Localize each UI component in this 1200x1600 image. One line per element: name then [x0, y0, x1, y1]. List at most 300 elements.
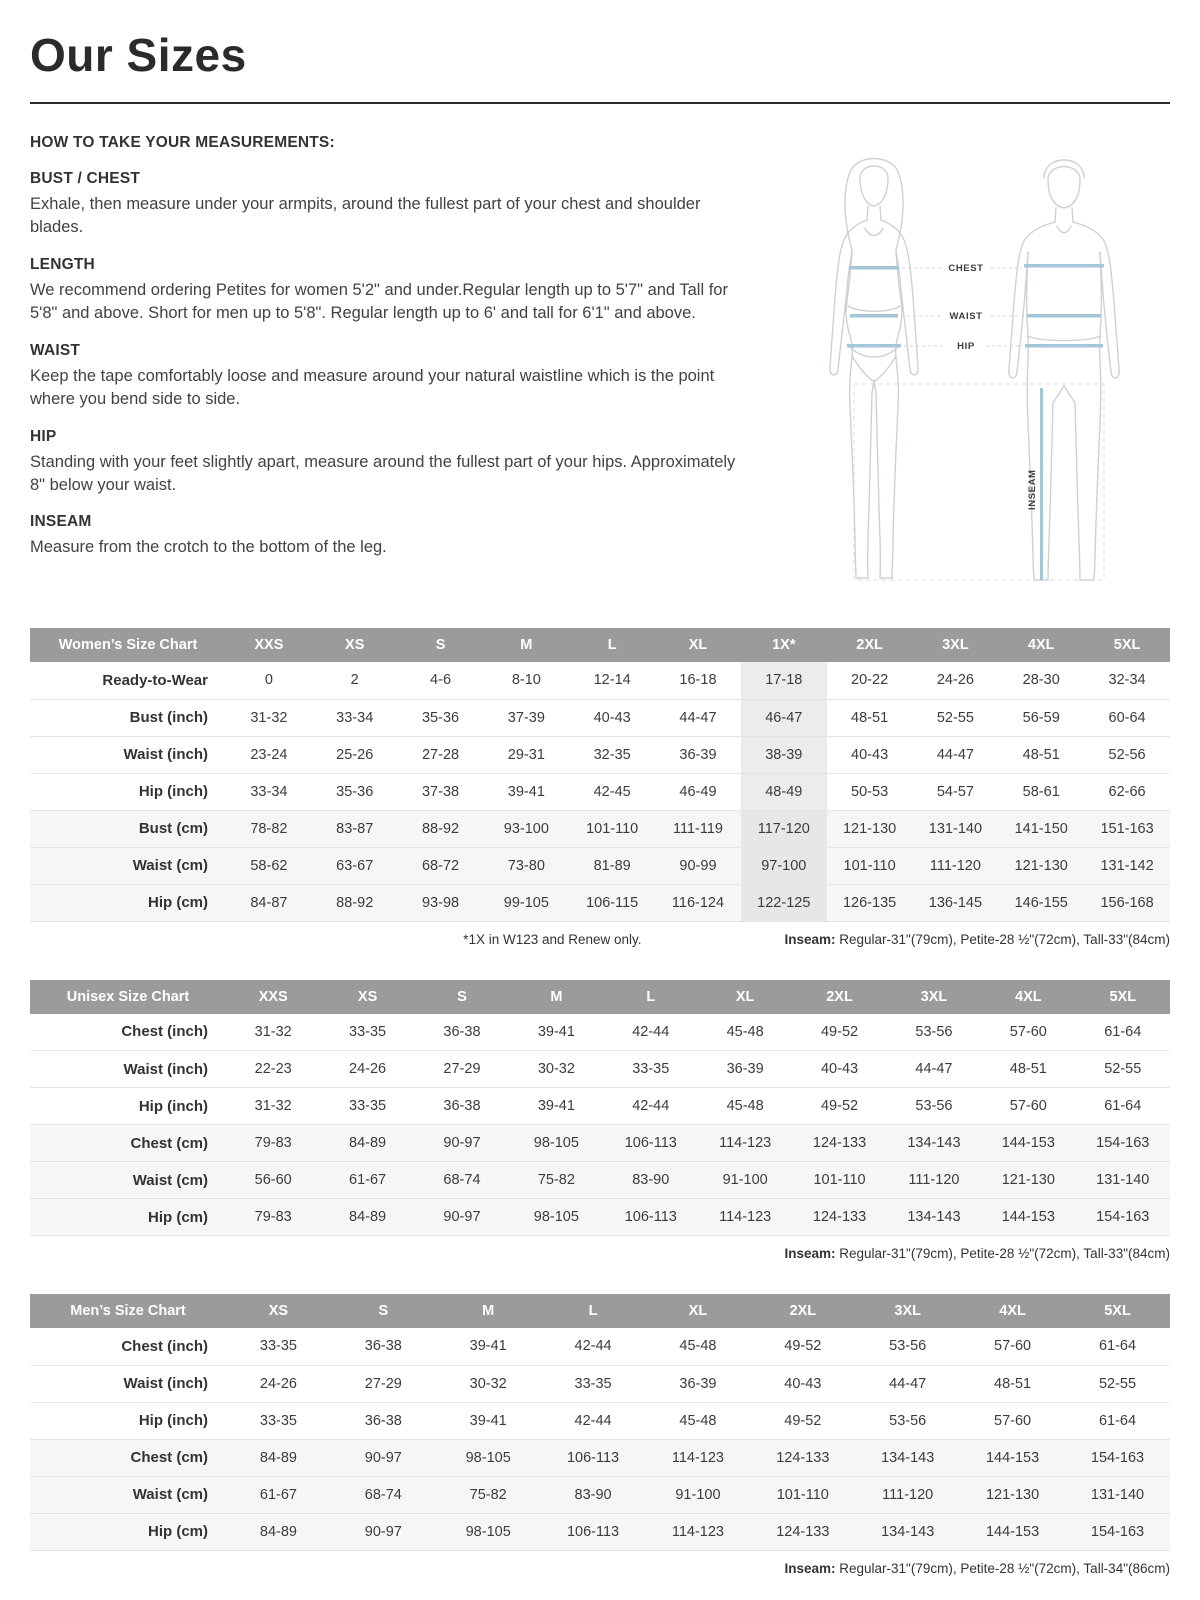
column-header: 2XL	[827, 628, 913, 662]
size-cell: 39-41	[469, 1412, 507, 1429]
size-cell: 131-140	[1096, 1172, 1150, 1188]
size-cell: 36-39	[679, 746, 717, 763]
size-cell: 4-6	[430, 672, 452, 689]
size-cell: 39-41	[537, 1023, 575, 1040]
size-cell: 124-133	[812, 1135, 867, 1151]
size-cell: 35-36	[336, 783, 374, 800]
column-header: M	[436, 1294, 541, 1328]
woman-measure-bands	[847, 266, 901, 348]
size-cell: 35-36	[421, 709, 460, 726]
row-label: Hip (cm)	[148, 1208, 208, 1226]
table-row	[30, 1402, 1170, 1439]
size-cell: 106-115	[586, 894, 639, 911]
size-cell: 121-130	[1001, 1172, 1055, 1188]
size-cell: 50-53	[851, 783, 889, 800]
size-cell: 84-89	[349, 1209, 387, 1225]
table-row	[30, 1476, 1170, 1513]
size-cell: 45-48	[679, 1338, 717, 1355]
size-cell: 31-32	[250, 709, 288, 726]
length-text: We recommend ordering Petites for women 5'2" and under.Regular length up to 5'7" and Tall for 5'8" and above. Short for men up to 5'8". Regular length up to 6' and tall for 6'1" and above.	[30, 280, 728, 323]
size-cell: 156-168	[1100, 894, 1154, 911]
size-cell: 144-153	[1001, 1135, 1055, 1151]
size-cell: 57-60	[994, 1338, 1032, 1355]
size-cell: 68-72	[421, 857, 460, 874]
inseam-footnote: Inseam: Regular-31"(79cm), Petite-28 ½"(72cm), Tall-33"(84cm)	[784, 1246, 1170, 1261]
size-cell: 78-82	[250, 820, 288, 837]
size-cell: 53-56	[915, 1023, 953, 1040]
size-cell: 121-130	[842, 820, 897, 837]
bust-chest-heading: BUST / CHEST	[30, 170, 141, 187]
size-cell: 154-163	[1090, 1523, 1145, 1540]
size-cell: 57-60	[1009, 1023, 1047, 1040]
table-row	[30, 1439, 1170, 1476]
size-cell: 84-89	[349, 1135, 387, 1151]
size-cell: 83-90	[574, 1486, 612, 1503]
size-cell: 154-163	[1096, 1135, 1150, 1151]
size-cell: 68-74	[364, 1486, 402, 1503]
table-row	[30, 1199, 1170, 1236]
size-cell: 90-97	[443, 1135, 481, 1151]
man-measure-bands	[1024, 264, 1104, 348]
row-label: Hip (inch)	[138, 1412, 208, 1429]
column-header: 4XL	[998, 628, 1084, 662]
table-footnotes	[30, 932, 1170, 950]
size-cell: 83-87	[336, 820, 374, 837]
row-label: Chest (inch)	[121, 1337, 208, 1355]
size-cell: 48-49	[741, 773, 827, 810]
row-label: Waist (inch)	[123, 746, 208, 763]
size-cell: 42-44	[574, 1338, 612, 1355]
column-header: M	[509, 980, 603, 1014]
size-cell: 40-43	[851, 746, 889, 763]
size-cell: 38-39	[741, 736, 827, 773]
size-cell: 101-110	[813, 1172, 866, 1188]
table-row	[30, 1365, 1170, 1402]
size-cell: 36-38	[443, 1023, 481, 1040]
table-row	[30, 810, 1170, 847]
row-label: Hip (cm)	[148, 894, 208, 911]
size-cell: 24-26	[259, 1375, 297, 1392]
size-cell: 16-18	[679, 672, 717, 689]
size-cell: 27-29	[443, 1061, 481, 1077]
table-row	[30, 662, 1170, 699]
size-cell: 98-105	[533, 1209, 579, 1225]
size-cell: 114-123	[719, 1135, 772, 1151]
column-header: L	[569, 628, 655, 662]
size-cell: 24-26	[349, 1061, 387, 1077]
size-cell: 48-51	[1009, 1061, 1047, 1077]
size-cell: 111-120	[929, 857, 981, 874]
size-cell: 146-155	[1014, 894, 1068, 911]
table-footnotes	[30, 1561, 1170, 1579]
measurement-diagram	[778, 132, 1170, 598]
size-cell: 75-82	[537, 1172, 575, 1188]
womens-table	[30, 628, 1170, 922]
column-header: XS	[312, 628, 398, 662]
inseam-label: INSEAM	[1027, 469, 1038, 510]
size-cell: 83-90	[632, 1172, 670, 1188]
size-cell: 30-32	[469, 1375, 507, 1392]
table-row	[30, 1162, 1170, 1199]
size-cell: 12-14	[593, 672, 631, 689]
size-cell: 106-113	[566, 1449, 620, 1466]
size-cell: 134-143	[907, 1135, 961, 1151]
size-cell: 49-52	[784, 1338, 822, 1355]
size-cell: 117-120	[741, 810, 827, 847]
size-cell: 30-32	[537, 1061, 575, 1077]
size-cell: 40-43	[820, 1061, 859, 1077]
size-cell: 90-99	[679, 857, 717, 874]
column-header: 4XL	[981, 980, 1075, 1014]
size-cell: 61-64	[1098, 1338, 1137, 1355]
womens-size-chart	[30, 628, 1170, 950]
column-header: 3XL	[887, 980, 981, 1014]
size-cell: 29-31	[507, 746, 545, 763]
size-cell: 97-100	[741, 847, 827, 884]
size-cell: 141-150	[1014, 820, 1068, 837]
header-row	[30, 628, 1170, 662]
column-header: XL	[655, 628, 741, 662]
inseam-footnote: Inseam: Regular-31"(79cm), Petite-28 ½"(72cm), Tall-34"(86cm)	[784, 1560, 1170, 1576]
size-cell: 33-35	[632, 1061, 670, 1077]
measurement-instructions	[30, 132, 754, 598]
size-cell: 48-51	[851, 709, 889, 726]
size-cell: 91-100	[675, 1486, 721, 1503]
size-cell: 33-34	[336, 709, 374, 726]
mens-table	[30, 1294, 1170, 1551]
size-cell: 44-47	[915, 1061, 953, 1077]
size-cell: 61-67	[259, 1486, 297, 1503]
size-cell: 37-39	[507, 709, 545, 726]
size-cell: 49-52	[784, 1412, 822, 1429]
size-cell: 45-48	[726, 1023, 764, 1040]
size-cell: 33-35	[349, 1098, 387, 1114]
size-cell: 106-113	[624, 1209, 677, 1225]
column-header: 2XL	[792, 980, 886, 1014]
waist-heading: WAIST	[30, 341, 81, 359]
size-cell: 114-123	[719, 1209, 772, 1225]
column-header: 5XL	[1065, 1294, 1170, 1328]
size-cell: 58-61	[1022, 783, 1060, 800]
size-cell: 2	[350, 672, 359, 689]
size-cell: 44-47	[936, 746, 974, 763]
column-header: XXS	[226, 980, 320, 1014]
length-heading: LENGTH	[30, 255, 95, 273]
size-cell: 53-56	[889, 1412, 927, 1429]
size-cell: 134-143	[881, 1523, 935, 1540]
header-row	[30, 980, 1170, 1014]
size-cell: 24-26	[936, 672, 974, 689]
column-header: 1X*	[741, 628, 827, 662]
size-cell: 33-35	[574, 1375, 612, 1392]
size-cell: 90-97	[364, 1523, 402, 1540]
size-cell: 124-133	[812, 1209, 867, 1225]
size-cell: 144-153	[985, 1449, 1040, 1466]
one-x-footnote: *1X in W123 and Renew only.	[463, 931, 642, 947]
table-row	[30, 1051, 1170, 1088]
size-cell: 79-83	[254, 1135, 292, 1151]
size-cell: 88-92	[421, 820, 460, 837]
size-cell: 27-29	[364, 1375, 402, 1392]
size-cell: 121-130	[985, 1486, 1040, 1503]
size-cell: 101-110	[586, 820, 639, 837]
size-cell: 144-153	[985, 1523, 1040, 1540]
header-row	[30, 1294, 1170, 1328]
table-row	[30, 1014, 1170, 1051]
size-cell: 154-163	[1090, 1449, 1145, 1466]
size-cell: 57-60	[994, 1412, 1032, 1429]
column-header: XS	[320, 980, 414, 1014]
size-cell: 88-92	[336, 894, 374, 911]
size-cell: 48-51	[1022, 746, 1060, 763]
column-header: 3XL	[913, 628, 999, 662]
size-cell: 73-80	[507, 857, 545, 874]
size-cell: 99-105	[503, 894, 549, 911]
size-cell: 56-60	[254, 1172, 292, 1188]
row-label: Chest (cm)	[130, 1449, 208, 1466]
inseam-line	[1040, 388, 1043, 580]
inseam-heading: INSEAM	[30, 513, 92, 531]
size-cell: 116-124	[671, 894, 725, 911]
size-cell: 36-38	[443, 1098, 481, 1114]
size-cell: 154-163	[1096, 1209, 1150, 1225]
column-header: XXS	[226, 628, 312, 662]
row-label: Bust (inch)	[129, 709, 208, 726]
table-title: Men’s Size Chart	[30, 1294, 226, 1328]
size-cell: 106-113	[566, 1523, 620, 1540]
size-cell: 90-97	[443, 1209, 481, 1225]
size-cell: 62-66	[1108, 783, 1146, 800]
size-cell: 60-64	[1108, 709, 1146, 726]
size-cell: 49-52	[820, 1098, 859, 1114]
column-header: S	[331, 1294, 436, 1328]
size-cell: 33-35	[259, 1338, 297, 1355]
size-cell: 53-56	[915, 1098, 953, 1114]
table-title: Women’s Size Chart	[30, 628, 226, 662]
size-cell: 52-55	[936, 709, 974, 726]
hip-heading: HIP	[30, 427, 57, 445]
size-cell: 124-133	[776, 1449, 830, 1466]
column-header: L	[604, 980, 698, 1014]
size-cell: 23-24	[250, 746, 288, 763]
size-cell: 136-145	[928, 894, 983, 911]
size-cell: 36-38	[364, 1338, 402, 1355]
size-cell: 61-67	[349, 1172, 387, 1188]
row-label: Chest (cm)	[130, 1134, 208, 1152]
size-cell: 39-41	[507, 783, 545, 800]
inseam-text: Measure from the crotch to the bottom of the leg.	[30, 538, 387, 557]
waist-label: WAIST	[949, 311, 983, 322]
column-header: L	[541, 1294, 646, 1328]
size-cell: 48-51	[994, 1375, 1032, 1392]
table-row	[30, 736, 1170, 773]
label-connector-lines	[901, 268, 1025, 346]
table-row	[30, 1328, 1170, 1365]
table-row	[30, 773, 1170, 810]
size-cell: 42-45	[593, 783, 631, 800]
size-cell: 53-56	[889, 1338, 927, 1355]
size-cell: 27-28	[421, 746, 460, 763]
size-cell: 42-44	[574, 1412, 612, 1429]
row-label: Hip (inch)	[138, 1097, 208, 1115]
row-label: Hip (cm)	[148, 1523, 208, 1540]
column-header: XL	[646, 1294, 751, 1328]
chest-label: CHEST	[948, 263, 984, 274]
size-cell: 0	[264, 672, 273, 689]
size-cell: 111-120	[882, 1486, 934, 1503]
size-cell: 79-83	[254, 1209, 292, 1225]
size-cell: 54-57	[936, 783, 974, 800]
size-cell: 134-143	[907, 1209, 961, 1225]
size-cell: 40-43	[784, 1375, 822, 1392]
size-cell: 68-74	[443, 1172, 481, 1188]
size-cell: 57-60	[1009, 1098, 1047, 1114]
column-header: 2XL	[750, 1294, 855, 1328]
row-label: Chest (inch)	[121, 1023, 208, 1041]
size-cell: 42-44	[632, 1098, 670, 1114]
size-cell: 36-39	[726, 1061, 764, 1077]
column-header: S	[398, 628, 484, 662]
size-cell: 61-64	[1098, 1412, 1137, 1429]
size-cell: 98-105	[533, 1135, 579, 1151]
table-row	[30, 1088, 1170, 1125]
size-cell: 91-100	[722, 1172, 768, 1188]
table-row	[30, 884, 1170, 921]
table-row	[30, 699, 1170, 736]
size-cell: 25-26	[336, 746, 374, 763]
size-cell: 39-41	[537, 1098, 575, 1114]
column-header: 4XL	[960, 1294, 1065, 1328]
size-cell: 32-34	[1108, 672, 1146, 689]
size-cell: 121-130	[1014, 857, 1068, 874]
size-cell: 111-119	[672, 820, 723, 837]
row-label: Waist (cm)	[132, 1486, 208, 1503]
size-cell: 101-110	[843, 857, 896, 874]
size-cell: 114-123	[671, 1523, 724, 1540]
size-cell: 101-110	[776, 1486, 829, 1503]
size-cell: 75-82	[469, 1486, 507, 1503]
table-row	[30, 847, 1170, 884]
size-cell: 17-18	[741, 662, 827, 699]
size-cell: 151-163	[1100, 820, 1154, 837]
size-cell: 63-67	[336, 857, 374, 874]
hip-label: HIP	[957, 341, 975, 352]
size-cell: 144-153	[1001, 1209, 1055, 1225]
column-header: 5XL	[1076, 980, 1170, 1014]
size-cell: 131-140	[1090, 1486, 1145, 1503]
size-cell: 131-140	[928, 820, 983, 837]
size-cell: 52-56	[1108, 746, 1146, 763]
hip-text: Standing with your feet slightly apart, measure around the fullest part of your hips. Approximately 8" below your waist.	[30, 452, 736, 494]
size-cell: 46-47	[741, 699, 827, 736]
row-label: Waist (cm)	[132, 857, 208, 874]
size-cell: 36-38	[364, 1412, 402, 1429]
size-cell: 33-34	[250, 783, 288, 800]
instructions-heading: HOW TO TAKE YOUR MEASUREMENTS:	[30, 134, 335, 151]
man-figure	[1009, 160, 1119, 580]
size-cell: 81-89	[593, 857, 631, 874]
size-cell: 42-44	[632, 1023, 670, 1040]
bust-chest-text: Exhale, then measure under your armpits, around the fullest part of your chest and shoulder blades.	[30, 195, 701, 237]
page-title: Our Sizes	[30, 29, 247, 81]
size-cell: 98-105	[465, 1449, 511, 1466]
table-footnotes	[30, 1246, 1170, 1264]
size-cell: 111-120	[908, 1172, 960, 1188]
column-header: XS	[226, 1294, 331, 1328]
mens-size-chart	[30, 1294, 1170, 1579]
size-cell: 93-98	[421, 894, 460, 911]
unisex-table	[30, 980, 1170, 1237]
size-cell: 84-89	[259, 1449, 297, 1466]
size-cell: 84-89	[259, 1523, 297, 1540]
row-label: Hip (inch)	[138, 783, 208, 800]
size-cell: 122-125	[741, 884, 827, 921]
size-cell: 45-48	[679, 1412, 717, 1429]
inseam-guide-box	[854, 384, 1104, 580]
row-label: Bust (cm)	[138, 820, 208, 837]
size-cell: 33-35	[349, 1023, 387, 1040]
size-cell: 44-47	[889, 1375, 927, 1392]
column-header: 3XL	[855, 1294, 960, 1328]
size-cell: 33-35	[259, 1412, 297, 1429]
size-cell: 46-49	[679, 783, 717, 800]
size-cell: 98-105	[465, 1523, 511, 1540]
size-cell: 45-48	[726, 1098, 764, 1114]
size-cell: 28-30	[1022, 672, 1060, 689]
size-cell: 126-135	[842, 894, 897, 911]
size-cell: 36-39	[679, 1375, 717, 1392]
size-cell: 31-32	[254, 1098, 292, 1114]
size-cell: 8-10	[511, 672, 541, 689]
column-header: S	[415, 980, 509, 1014]
size-cell: 93-100	[503, 820, 549, 837]
row-label: Ready-to-Wear	[102, 671, 208, 689]
size-cell: 52-55	[1104, 1061, 1142, 1077]
size-cell: 90-97	[364, 1449, 402, 1466]
size-cell: 22-23	[254, 1061, 292, 1077]
size-cell: 106-113	[624, 1135, 677, 1151]
table-row	[30, 1125, 1170, 1162]
size-cell: 134-143	[881, 1449, 935, 1466]
column-header: M	[483, 628, 569, 662]
row-label: Waist (inch)	[123, 1375, 208, 1392]
row-label: Waist (cm)	[132, 1171, 208, 1189]
size-cell: 131-142	[1100, 857, 1154, 874]
measurement-guide-section	[30, 132, 1170, 598]
size-cell: 58-62	[250, 857, 288, 874]
size-cell: 37-38	[421, 783, 460, 800]
table-title: Unisex Size Chart	[30, 980, 226, 1014]
size-cell: 44-47	[679, 709, 717, 726]
table-row	[30, 1513, 1170, 1550]
size-cell: 32-35	[593, 746, 631, 763]
size-cell: 31-32	[254, 1023, 292, 1040]
size-cell: 49-52	[820, 1023, 859, 1040]
size-cell: 56-59	[1022, 709, 1060, 726]
size-cell: 40-43	[593, 709, 631, 726]
size-cell: 61-64	[1104, 1098, 1142, 1114]
title-divider	[30, 102, 1170, 104]
size-cell: 39-41	[469, 1338, 507, 1355]
inseam-footnote: Inseam: Regular-31"(79cm), Petite-28 ½"(72cm), Tall-33"(84cm)	[784, 931, 1170, 947]
column-header: XL	[698, 980, 792, 1014]
column-header: 5XL	[1084, 628, 1170, 662]
body-measurement-illustration	[791, 138, 1157, 598]
woman-figure	[830, 159, 918, 579]
size-cell: 114-123	[671, 1449, 724, 1466]
unisex-size-chart	[30, 980, 1170, 1265]
row-label: Waist (inch)	[123, 1060, 208, 1078]
